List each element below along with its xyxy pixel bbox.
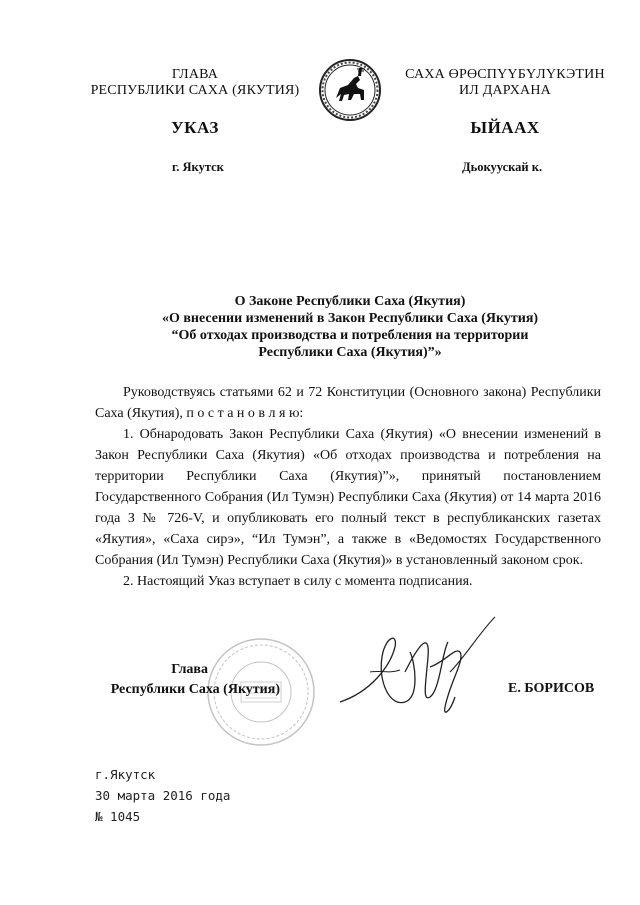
coat-of-arms-emblem xyxy=(318,58,382,122)
registration-city: г.Якутск xyxy=(95,767,156,782)
handwritten-signature xyxy=(330,612,500,727)
signatory-title-line2: Республики Саха (Якутия) xyxy=(110,682,280,697)
item-1-paragraph: 1. Обнародовать Закон Республики Саха (Якутия) «О внесении изменений в Закон Республики Саха (Якутия) «Об отходах производства и потребления на территории Республики Саха (Якутия)”», принятый постановлением Государственного Собрания (Ил Тумэн) Республики Саха (Якутия) от 14 марта 2016 года З № 726-V, и опубликовать его полный текст в республиканских газетах «Якутия», «Саха сирэ», “Ил Тумэн”, а также в «Ведомостях Государственного Собрания (Ил Тумэн) Республики Саха (Якутия)» в установленный законом срок. xyxy=(95,427,601,568)
header-right-line1: САХА ӨРӨСПҮҮБҮЛҮКЭТИН xyxy=(405,67,605,82)
signatory-title-line1: Глава xyxy=(171,662,208,677)
header-left xyxy=(70,67,320,99)
registration-date: 30 марта 2016 года xyxy=(95,788,231,803)
city-right: Дьокуускай к. xyxy=(462,160,543,174)
registration-block xyxy=(95,764,230,827)
header-left-line1: ГЛАВА xyxy=(171,67,219,82)
registration-number: № 1045 xyxy=(95,809,141,824)
header-right-line2: ИЛ ДАРХАНА xyxy=(458,83,551,98)
signatory-name: Е. БОРИСОВ xyxy=(508,681,595,696)
decree-body xyxy=(95,382,601,592)
subject-line3: “Об отходах производства и потребления на территории xyxy=(171,328,529,343)
header-left-line2: РЕСПУБЛИКИ САХА (ЯКУТИЯ) xyxy=(90,83,300,98)
subject-line4: Республики Саха (Якутия)”» xyxy=(258,345,442,360)
subject-line1: О Законе Республики Саха (Якутия) xyxy=(234,294,466,309)
subject-line2: «О внесении изменений в Закон Республики Саха (Якутия) xyxy=(161,311,539,326)
title-ukaz: УКАЗ xyxy=(171,118,219,137)
signatory-title xyxy=(80,660,280,700)
city-left: г. Якутск xyxy=(172,160,224,174)
preamble-paragraph: Руководствуясь статьями 62 и 72 Конституции (Основного закона) Республики Саха (Якутия), п о с т а н о в л я ю: xyxy=(95,385,601,421)
header-right xyxy=(380,67,630,99)
decree-subject xyxy=(60,293,640,361)
title-yyaakh: ЫЙААХ xyxy=(470,118,540,137)
item-2-paragraph: 2. Настоящий Указ вступает в силу с момента подписания. xyxy=(123,574,473,589)
